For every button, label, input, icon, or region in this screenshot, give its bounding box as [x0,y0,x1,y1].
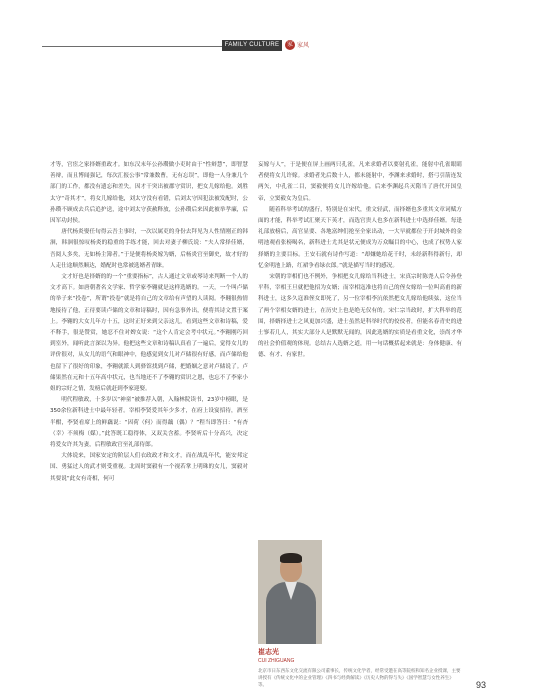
author-name: 崔志光 [258,648,279,656]
article-left-column [50,160,248,485]
section-tag: FAMILY CULTURE [222,40,282,51]
article-right-column [258,160,462,362]
article-paragraph: 才等，官宦之家择婿重政才。如东汉末年公孙瓒做小吏时由于“性辩慧”，即智慧善辩，而且博闻强记，每次汇报公事“常兼数曹，无有忘误”，即他一人身兼几个部门的工作，都没有遗忘和差失。因才干突出被郡守赏识，把女儿嫁给他。刘胜太守“奇其才”，将女儿嫁给他，刘太守没有看错，后刘太守因犯法被发配时，公孙瓒不顾成去兵后追护送，途中刘太守获赦释放，公孙瓒后来因此被举孝廉，后因军功封侯。 [50,162,248,225]
article-paragraph: 文才好也是择婿的的一个“重要指标”，古人通过文章或琴诗来判断一个人的文才高下。如唐朝著名文学家、哲学家李翱就是这样选婿的。一天，一个叫卢储的举子来“投卷”，所谓“投卷”就是将自己的文章给有声望的人读阅。李翱很热情地接待了他，正待要读卢储的文章和诗稿时，因有急事外出，便将其诗文置于案上。李翱的大女儿年方十五，这时正好来到父亲这儿，看到这些文章和诗稿，爱不释手，很是赞赏，她忍不住对婢女说：“这个人肯定会考中状元。”李翱刚巧回到室外，闻听此言深以为异。他把这些文章和诗稿认真看了一遍后，觉得女儿的评价很对，从女儿的语气和眼神中，他感觉到女儿对卢储很有好感，而卢储给他也留下了很好的印象，李翱就派人到驿馆找到卢储，把婚姻之意对卢储说了。卢储果然在元和十五年高中状元，也当地还不了李翱的赏识之恩，也忘不了李家小姐的宗好之情，发榜后就赶到李家迎娶。 [50,274,248,393]
article-paragraph: 唐代杨炎娶任旬得云吾主事时，一次以属吏的身份去拜见为人性情刚正的韩洄，韩洄很惊叹杨炎的稳重的手练才能，回去对妻子柳氏说：“夫人常择佳婿，吾阅人多矣，无如杨主簿者。”于是便将杨炎嫁为婿，后杨炎官至御史，故才好的人走仕途顺然顺达，婚配时也常被选婿者青睐。 [50,229,248,269]
column-name: 家风 [297,42,310,49]
author-photo [258,540,322,644]
seal-icon: 家 [286,41,293,48]
header-rule [42,46,222,47]
article-paragraph: 宋朝的宰相们也不例外，争相把女儿嫁给当科进士，宋真宗时陈尧人后令孙登平科，宰相王旦就把他招为女婿；而宰相寇准也将自己的侄女嫁给一位叫高甫的新科进士，这多久寇准侄女即死了，另一位宰相李沆依然把女儿嫁给他续弦，这位当了两个宰相女婿的进士，在历史上也是绝无仅有的。宋仁宗当政时，扩大科举的范围，择婿择进士之风更加兴盛，进士虽然是科举时代的佼佼者，但能名春青史的进士寥若几人，其实大部分人是默默无闻的，因此选婿的实质是看重文化，崇尚才华的社会价值观的体现。总结古人选婿之道，用一句话概括起来就是：身体健康、有德、有才、有家世。 [258,274,462,359]
author-bio: 北京市日东西东文化交流有限公司董事长，传统文化学者，经常受邀在高等院校和知名企业授课，主要讲授有《传统文化中的企业管理》《四书与经典解读》《历史人物的得与失》《国学智慧与女性养生》等。 [258,669,461,688]
page-number: 93 [476,680,487,690]
article-paragraph: 随着科举考试的盛行，特别是在宋代，重文轻武，而择婿也多重其文章词赋方面的才能，科举考试汇聚天下英才，而选官贵人也多在新科进士中选择佳婿。每逢礼部放榜后，高官显要、各地富绅们抢至全家出动，一大早就都位于开封城外的金明池观看张榜喝名，新科进士尤其是状元便成为万众瞩目的中心，也成了权势人家择婿的主要目标。王安石就有诗作写道：“却嫌她给花千时，未经新科得新行，却忆金明池上路，红裙争看绿衣郎。”就是描写当时的感况。 [258,206,462,269]
article-paragraph: 妄嫁与人”，于是便在屏上画两只孔雀，凡来求婚者以要射孔雀，能射中孔雀眼睛者便将女儿许嫁。求婚者先后数十人，都未能射中，李渊来求婚时，搭弓引箭连发两矢，中孔雀二目，窦毅便将女儿许嫁给他。后来李渊起兵灭隋当了唐代开国皇帝，立窦毅女为皇后。 [258,162,462,202]
article-paragraph: 明代程敏政，十多岁以“神童”被推荐入朝，入翰林院读书，23岁中榜眼，是350余位新科进士中最年轻者。宰相李贤爱其年少多才，在府上设宴招待，酒至半酣，李贤看席上的鲜藕说：“因荷（何）而得藕（偶）？”程当即答曰：“有杏（幸）不须梅（媒）。”此答既工稳得体，又双关含蓄。李贤听后十分高兴，决定将爱女许其为妻，后程敏政官至礼部侍郎。 [50,397,248,449]
author-pinyin: CUI ZHIGUANG [258,658,295,664]
article-paragraph: 大体说来，国家安定的阶层人们衣政政才和文才，而在战乱年代，能安邦定国、勇猛过人的武才则受重视。北周时窦毅有一个视若掌上明珠的女儿，窦毅对其要说“此女有奇相，何可 [50,453,248,482]
